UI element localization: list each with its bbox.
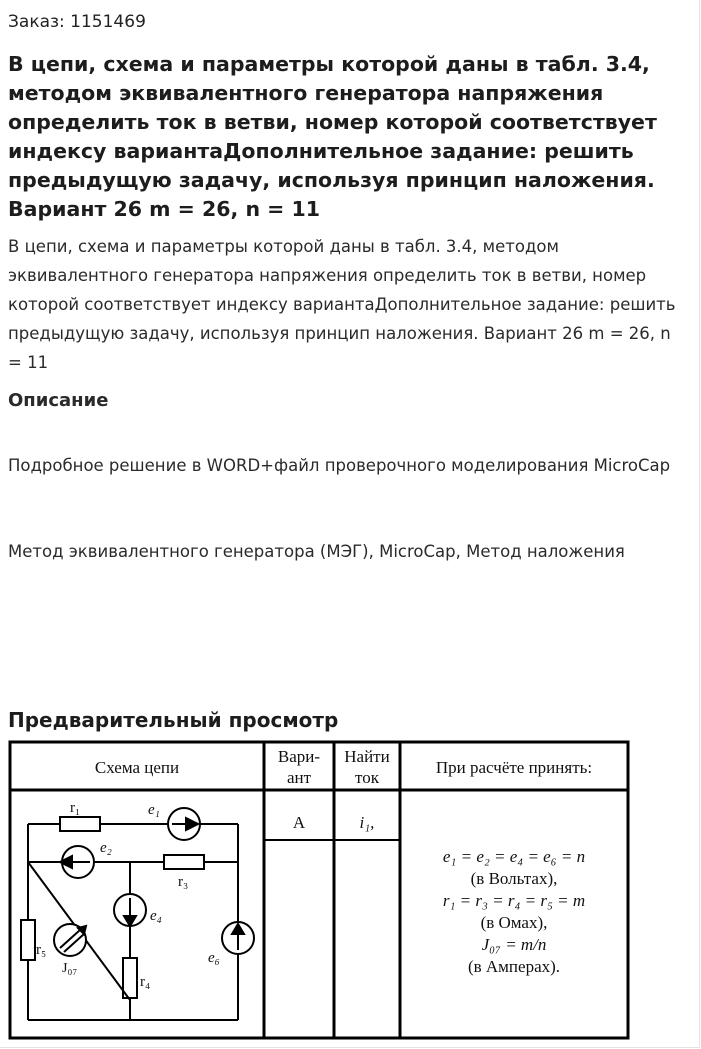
label-e2: e₂ — [100, 840, 112, 856]
label-e1: e₁ — [148, 802, 160, 818]
variant-value: А — [292, 813, 306, 832]
find-value: i₁, — [359, 813, 375, 832]
header-accept: При расчёте принять: — [435, 758, 593, 777]
label-r5: r₅ — [36, 942, 47, 958]
header-find-2: ток — [355, 768, 379, 787]
accept-line-6: (в Амперах). — [467, 957, 561, 976]
description-line-1: Подробное решение в WORD+файл проверочного моделирования MicroCap — [8, 456, 671, 475]
header-variant-2: ант — [286, 768, 312, 787]
label-j07: J₀₇ — [62, 961, 78, 976]
label-r3: r₃ — [178, 874, 189, 890]
header-find-1: Найти — [344, 747, 390, 766]
task-text: В цепи, схема и параметры которой даны в табл. 3.4, методом эквивалентного генератора напряжения определить ток в ветви, номер которой соответствует индексу вариантаДополнительное задание: решить предыдущую задачу, используя принцип наложения. Вариант 26 m = 26, n = 11 — [8, 237, 676, 372]
description-line-2: Метод эквивалентного генератора (МЭГ), MicroCap, Метод наложения — [8, 542, 625, 561]
label-r4: r₄ — [140, 974, 151, 990]
accept-line-5: J₀₇ = m/n — [481, 935, 547, 954]
description-heading: Описание — [8, 390, 109, 411]
header-variant-1: Вари- — [277, 747, 321, 766]
circuit-diagram — [21, 808, 254, 1020]
accept-line-3: r₁ = r₃ = r₄ = r₅ = m — [442, 891, 586, 910]
accept-line-1: e₁ = e₂ = e₄ = e₆ = n — [442, 847, 586, 866]
preview-image — [8, 740, 632, 1040]
accept-line-4: (в Омах), — [480, 913, 548, 932]
header-scheme: Схема цепи — [94, 758, 180, 777]
label-e6: e₆ — [208, 950, 220, 966]
label-r1: r₁ — [70, 800, 81, 816]
preview-table-svg — [8, 740, 632, 1040]
label-e4: e₄ — [150, 908, 162, 924]
accept-line-2: (в Вольтах), — [470, 869, 558, 888]
preview-heading: Предварительный просмотр — [8, 708, 339, 732]
order-number: Заказ: 1151469 — [8, 12, 146, 32]
page-title: В цепи, схема и параметры которой даны в табл. 3.4, методом эквивалентного генератора напряжения определить ток в ветви, номер которой соответствует индексу вариантаДополнительное задание: решить предыдущую задачу, используя принцип наложения. Вариант 26 m = 26, n = 11 — [8, 52, 657, 221]
